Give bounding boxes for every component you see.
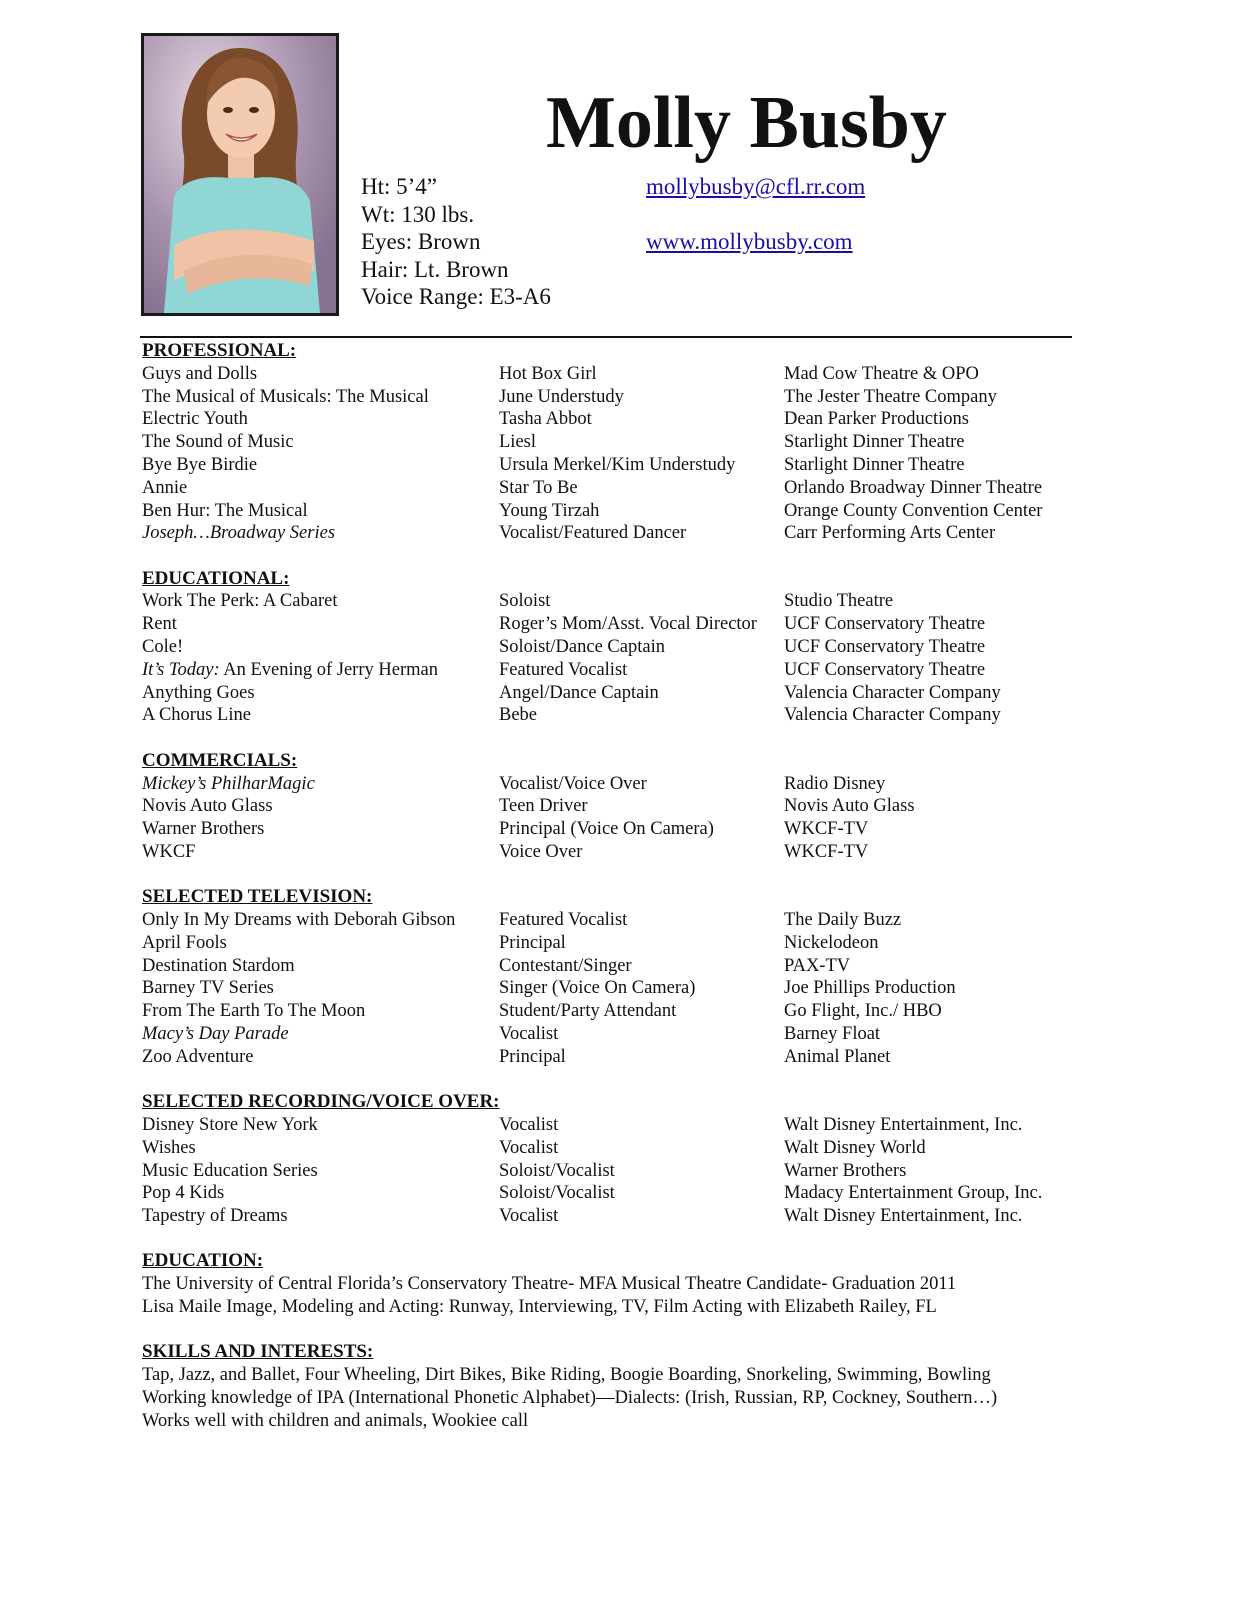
role-cell: Soloist/Dance Captain xyxy=(499,637,665,658)
table-row xyxy=(142,500,1082,523)
role-cell: Principal (Voice On Camera) xyxy=(499,819,714,840)
table-row xyxy=(142,454,1082,477)
table-row xyxy=(142,1046,1082,1069)
education-line: Lisa Maile Image, Modeling and Acting: Runway, Interviewing, TV, Film Acting with Elizabeth Railey, FL xyxy=(142,1296,937,1317)
skills-section xyxy=(142,1341,1082,1432)
company-cell: Studio Theatre xyxy=(784,591,894,612)
show-cell: WKCF xyxy=(142,841,196,862)
resume-name: Molly Busby xyxy=(546,82,947,164)
show-cell: Zoo Adventure xyxy=(142,1046,254,1067)
table-row xyxy=(142,1023,1082,1046)
section-title: SELECTED RECORDING/VOICE OVER: xyxy=(142,1091,500,1113)
table-row xyxy=(142,704,1082,727)
table-row xyxy=(142,636,1082,659)
role-cell: Soloist/Vocalist xyxy=(499,1183,615,1204)
company-cell: Go Flight, Inc./ HBO xyxy=(784,1001,942,1022)
show-cell: Annie xyxy=(142,477,188,498)
company-cell: Orange County Convention Center xyxy=(784,500,1043,521)
role-cell: Roger’s Mom/Asst. Vocal Director xyxy=(499,614,757,635)
show-cell: A Chorus Line xyxy=(142,705,251,726)
role-cell: Principal xyxy=(499,1046,566,1067)
show-cell: Novis Auto Glass xyxy=(142,796,273,817)
table-row xyxy=(142,522,1082,545)
role-cell: Teen Driver xyxy=(499,796,588,817)
show-cell: Bye Bye Birdie xyxy=(142,454,258,475)
show-cell: Electric Youth xyxy=(142,409,248,430)
table-row xyxy=(142,477,1082,500)
company-cell: Barney Float xyxy=(784,1024,881,1045)
role-cell: Vocalist/Voice Over xyxy=(499,773,647,794)
show-cell: Destination Stardom xyxy=(142,955,295,976)
company-cell: Mad Cow Theatre & OPO xyxy=(784,363,979,384)
skills-line: Working knowledge of IPA (International Phonetic Alphabet)—Dialects: (Irish, Russian, RP, Cockney, Southern…) xyxy=(142,1387,998,1408)
role-cell: Bebe xyxy=(499,705,538,726)
professional-section xyxy=(142,340,1082,545)
company-cell: Carr Performing Arts Center xyxy=(784,523,996,544)
company-cell: Animal Planet xyxy=(784,1046,891,1067)
company-cell: PAX-TV xyxy=(784,955,851,976)
show-cell xyxy=(142,659,499,682)
role-cell: Soloist/Vocalist xyxy=(499,1160,615,1181)
company-cell: WKCF-TV xyxy=(784,819,869,840)
email-link[interactable]: mollybusby@cfl.rr.com xyxy=(646,174,866,199)
role-cell: Angel/Dance Captain xyxy=(499,682,659,703)
table-row xyxy=(142,1137,1082,1160)
skills-line: Works well with children and animals, Wookiee call xyxy=(142,1410,529,1431)
recording-section xyxy=(142,1091,1082,1228)
company-cell: UCF Conservatory Theatre xyxy=(784,637,986,658)
section-title: SELECTED TELEVISION: xyxy=(142,886,373,908)
show-cell: Tapestry of Dreams xyxy=(142,1206,288,1227)
show-cell: The Sound of Music xyxy=(142,432,294,453)
company-cell: Radio Disney xyxy=(784,773,886,794)
show-cell: Music Education Series xyxy=(142,1160,318,1181)
role-cell: Featured Vocalist xyxy=(499,659,628,680)
company-cell: WKCF-TV xyxy=(784,841,869,862)
company-cell: Valencia Character Company xyxy=(784,705,1001,726)
skills-line: Tap, Jazz, and Ballet, Four Wheeling, Dirt Bikes, Bike Riding, Boogie Boarding, Snorkeling, Swimming, Bowling xyxy=(142,1365,991,1386)
table-row xyxy=(142,363,1082,386)
company-cell: UCF Conservatory Theatre xyxy=(784,614,986,635)
website-link[interactable]: www.mollybusby.com xyxy=(646,229,853,254)
table-row xyxy=(142,977,1082,1000)
show-cell: Ben Hur: The Musical xyxy=(142,500,308,521)
company-cell: The Jester Theatre Company xyxy=(784,386,997,407)
role-cell: Young Tirzah xyxy=(499,500,600,521)
role-cell: Contestant/Singer xyxy=(499,955,632,976)
table-row xyxy=(142,1000,1082,1023)
role-cell: Voice Over xyxy=(499,841,583,862)
education-line: The University of Central Florida’s Conservatory Theatre- MFA Musical Theatre Candidate- Graduation 2011 xyxy=(142,1274,957,1295)
role-cell: June Understudy xyxy=(499,386,624,407)
table-row xyxy=(142,955,1082,978)
company-cell: Orlando Broadway Dinner Theatre xyxy=(784,477,1043,498)
show-cell: Anything Goes xyxy=(142,682,255,703)
company-cell: Starlight Dinner Theatre xyxy=(784,454,965,475)
company-cell: Novis Auto Glass xyxy=(784,796,915,817)
resume-body xyxy=(142,340,1082,1455)
table-row xyxy=(142,841,1082,864)
table-row xyxy=(142,773,1082,796)
contact-links xyxy=(646,173,865,256)
table-row xyxy=(142,408,1082,431)
show-title-rest: An Evening of Jerry Herman xyxy=(219,659,438,680)
height-stat: Ht: 5’4” xyxy=(361,174,438,199)
company-cell: Warner Brothers xyxy=(784,1160,907,1181)
weight-stat: Wt: 130 lbs. xyxy=(361,201,475,227)
role-cell: Student/Party Attendant xyxy=(499,1001,677,1022)
company-cell: Nickelodeon xyxy=(784,932,879,953)
role-cell: Featured Vocalist xyxy=(499,910,628,931)
show-cell: Cole! xyxy=(142,637,184,658)
table-row xyxy=(142,1114,1082,1137)
role-cell: Vocalist/Featured Dancer xyxy=(499,523,687,544)
role-cell: Star To Be xyxy=(499,477,578,498)
educational-section xyxy=(142,568,1082,728)
table-row xyxy=(142,613,1082,636)
section-title: EDUCATIONAL: xyxy=(142,567,290,589)
header-divider xyxy=(140,336,1072,338)
show-cell: April Fools xyxy=(142,932,227,953)
role-cell: Soloist xyxy=(499,591,551,612)
role-cell: Singer (Voice On Camera) xyxy=(499,978,696,999)
role-cell: Vocalist xyxy=(499,1206,559,1227)
voice-range-stat: Voice Range: E3-A6 xyxy=(361,284,551,309)
role-cell: Vocalist xyxy=(499,1114,559,1135)
table-row xyxy=(142,795,1082,818)
show-cell: Work The Perk: A Cabaret xyxy=(142,591,338,612)
show-cell: From The Earth To The Moon xyxy=(142,1001,366,1022)
company-cell: The Daily Buzz xyxy=(784,910,902,931)
show-cell: Barney TV Series xyxy=(142,978,274,999)
physical-stats xyxy=(361,173,551,311)
role-cell: Vocalist xyxy=(499,1137,559,1158)
table-row xyxy=(142,1205,1082,1228)
company-cell: Madacy Entertainment Group, Inc. xyxy=(784,1183,1043,1204)
table-row xyxy=(142,1160,1082,1183)
role-cell: Principal xyxy=(499,932,566,953)
show-cell: The Musical of Musicals: The Musical xyxy=(142,386,429,407)
show-cell: Macy’s Day Parade xyxy=(142,1024,289,1045)
company-cell: Walt Disney World xyxy=(784,1137,926,1158)
show-cell: Disney Store New York xyxy=(142,1114,318,1135)
table-row xyxy=(142,932,1082,955)
hair-stat: Hair: Lt. Brown xyxy=(361,256,509,282)
show-cell: Rent xyxy=(142,614,177,635)
show-cell: Joseph…Broadway Series xyxy=(142,523,336,544)
show-cell: Mickey’s PhilharMagic xyxy=(142,773,315,794)
section-title: SKILLS AND INTERESTS: xyxy=(142,1341,374,1363)
television-section xyxy=(142,886,1082,1068)
company-cell: Joe Phillips Production xyxy=(784,978,956,999)
company-cell: Valencia Character Company xyxy=(784,682,1001,703)
company-cell: UCF Conservatory Theatre xyxy=(784,659,986,680)
commercials-section xyxy=(142,750,1082,864)
table-row xyxy=(142,431,1082,454)
company-cell: Starlight Dinner Theatre xyxy=(784,432,965,453)
show-title-italic: It’s Today: xyxy=(142,659,220,680)
show-cell: Wishes xyxy=(142,1137,196,1158)
education-section xyxy=(142,1250,1082,1318)
table-row xyxy=(142,818,1082,841)
company-cell: Dean Parker Productions xyxy=(784,409,969,430)
role-cell: Liesl xyxy=(499,432,536,453)
company-cell: Walt Disney Entertainment, Inc. xyxy=(784,1114,1023,1135)
show-cell: Pop 4 Kids xyxy=(142,1183,225,1204)
company-cell: Walt Disney Entertainment, Inc. xyxy=(784,1206,1023,1227)
table-row xyxy=(142,590,1082,613)
role-cell: Hot Box Girl xyxy=(499,363,597,384)
role-cell: Vocalist xyxy=(499,1024,559,1045)
table-row xyxy=(142,682,1082,705)
role-cell: Ursula Merkel/Kim Understudy xyxy=(499,454,736,475)
table-row xyxy=(142,386,1082,409)
table-row xyxy=(142,909,1082,932)
table-row xyxy=(142,659,1082,682)
show-cell: Guys and Dolls xyxy=(142,363,258,384)
section-title: COMMERCIALS: xyxy=(142,749,298,771)
headshot-photo xyxy=(141,33,339,316)
eyes-stat: Eyes: Brown xyxy=(361,229,481,254)
show-cell: Only In My Dreams with Deborah Gibson xyxy=(142,910,456,931)
role-cell: Tasha Abbot xyxy=(499,409,592,430)
section-title: PROFESSIONAL: xyxy=(142,340,297,361)
show-cell: Warner Brothers xyxy=(142,819,265,840)
table-row xyxy=(142,1182,1082,1205)
section-title: EDUCATION: xyxy=(142,1250,264,1272)
